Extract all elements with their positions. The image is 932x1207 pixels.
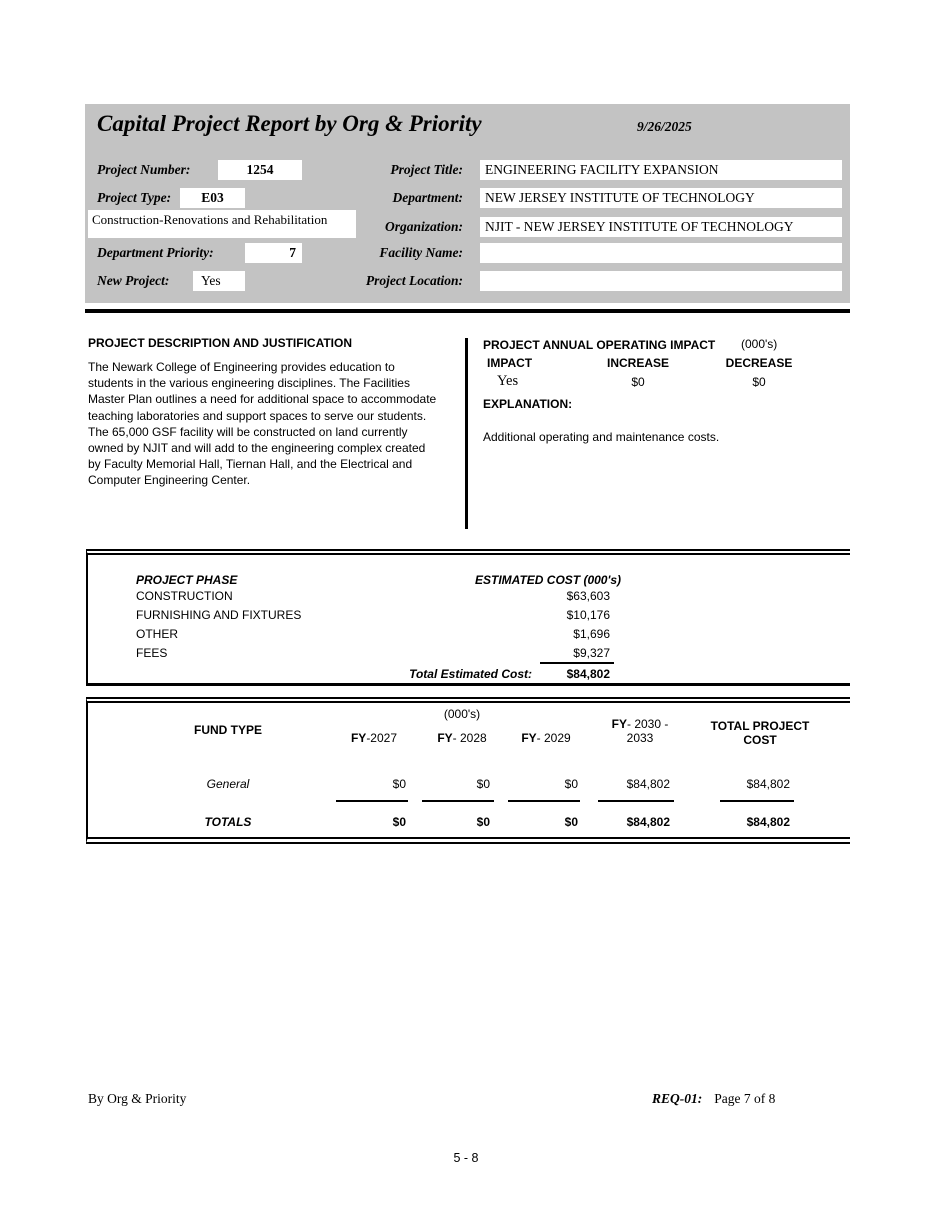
report-header [85,104,850,303]
footer-page-number: 5 - 8 [453,1151,479,1165]
fy-column-header: FY- 2030 - 2033 [611,717,669,745]
phase-cost-table [86,549,850,686]
new-project-label: New Project: [97,273,170,288]
totals-value: $0 [476,815,490,829]
footer-page-label: Page 7 of 8 [714,1091,776,1106]
fund-row-value: $84,802 [746,777,790,791]
fund-row-name: General [206,777,250,791]
fy-column-header: FY- 2028 [437,731,487,745]
new-project-field: Yes [193,271,245,291]
project-number-label: Project Number: [97,162,191,177]
facility-name-field [480,243,842,263]
department-field: NEW JERSEY INSTITUTE OF TECHNOLOGY [480,188,842,208]
operating-impact-units: (000's) [741,337,778,351]
estimated-cost-header: ESTIMATED COST (000's) [475,573,621,587]
department-label: Department: [392,190,463,205]
vertical-divider [465,338,468,529]
project-title-field: ENGINEERING FACILITY EXPANSION [480,160,842,180]
phase-row-label: FURNISHING AND FIXTURES [136,608,302,622]
totals-rule [422,800,494,802]
department-priority-label: Department Priority: [97,245,214,260]
description-body: The Newark College of Engineering provides education to students in the various engineering disciplines. The Facilities Master Plan outlines a need for additional space to accommodate teaching laboratories and support spaces to serve our students. The 65,000 GSF facility will be constructed on land currently owned by NJIT and will add to the engineering complex created by Faculty Memorial Hall, Tiernan Hall, and the Electrical and Computer Engineering Center. [88,360,437,488]
fund-row-value: $84,802 [626,777,670,791]
explanation-label: EXPLANATION: [483,397,573,411]
fund-row-value: $0 [564,777,578,791]
phase-row-cost: $10,176 [566,608,610,622]
project-location-label: Project Location: [365,273,463,288]
footer-report-id: REQ-01: [652,1091,703,1106]
fund-row-value: $0 [476,777,490,791]
operating-impact-heading: PROJECT ANNUAL OPERATING IMPACT [483,338,716,352]
phase-column-header: PROJECT PHASE [136,573,238,587]
totals-rule [598,800,674,802]
organization-label: Organization: [384,219,463,234]
project-number-field: 1254 [218,160,302,180]
operating-impact-section [483,336,850,481]
project-description-section [88,336,480,489]
increase-column-header: INCREASE [606,356,669,370]
impact-value: Yes [497,373,519,389]
total-project-cost-header: TOTAL PROJECT COST [710,719,810,747]
page-title: Capital Project Report by Org & Priority [97,111,482,136]
footer-page-info [652,1091,775,1107]
totals-rule [508,800,580,802]
decrease-value: $0 [752,375,766,389]
organization-field: NJIT - NEW JERSEY INSTITUTE OF TECHNOLOGY [480,217,842,237]
phase-row-label: CONSTRUCTION [136,589,233,603]
department-priority-field: 7 [245,243,302,263]
project-location-field [480,271,842,291]
totals-rule [336,800,408,802]
project-type-description-field: Construction-Renovations and Rehabilitation [88,210,356,238]
project-title-label: Project Title: [390,162,463,177]
totals-value: $0 [564,815,578,829]
increase-value: $0 [631,375,645,389]
decrease-column-header: DECREASE [725,356,793,370]
total-rule [540,662,614,664]
totals-value: $84,802 [746,815,790,829]
fund-type-table [86,697,850,844]
facility-name-label: Facility Name: [379,245,463,260]
fy-column-header: FY-2027 [350,731,398,745]
header-divider-rule [85,309,850,313]
totals-value: $0 [392,815,406,829]
fund-type-header: FUND TYPE [193,723,262,737]
totals-value: $84,802 [626,815,670,829]
impact-column-header: IMPACT [487,356,533,370]
explanation-text: Additional operating and maintenance costs. [483,430,720,444]
fund-table-units: (000's) [443,707,481,721]
project-type-label: Project Type: [97,190,172,205]
totals-label: TOTALS [204,815,252,829]
phase-row-cost: $63,603 [566,589,610,603]
total-estimated-cost-label: Total Estimated Cost: [409,667,532,681]
totals-rule [720,800,794,802]
phase-row-label: FEES [136,646,168,660]
phase-row-cost: $1,696 [573,627,610,641]
phase-row-cost: $9,327 [573,646,610,660]
total-estimated-cost-value: $84,802 [566,667,610,681]
footer-report-name: By Org & Priority [88,1091,187,1106]
fy-column-header: FY- 2029 [521,731,571,745]
project-type-field: E03 [180,188,245,208]
phase-row-label: OTHER [136,627,178,641]
fund-row-value: $0 [392,777,406,791]
report-date: 9/26/2025 [637,119,692,134]
description-heading: PROJECT DESCRIPTION AND JUSTIFICATION [88,336,353,350]
